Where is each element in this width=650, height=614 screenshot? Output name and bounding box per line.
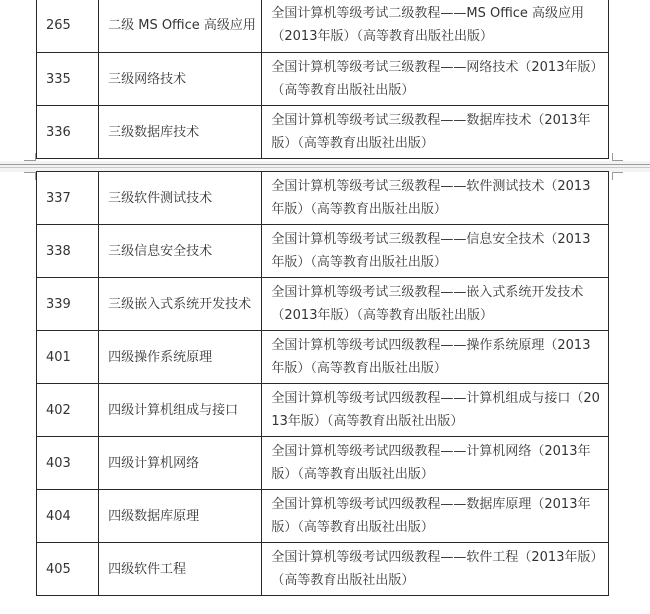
textbook-cell: 全国计算机等级考试四级教程——计算机网络（2013年版）（高等教育出版社出版） <box>262 437 609 490</box>
subject-code-cell: 336 <box>37 106 99 159</box>
subject-name-cell: 二级 MS Office 高级应用 <box>99 0 262 53</box>
subject-name-cell: 三级软件测试技术 <box>99 172 262 225</box>
table-row <box>37 490 609 543</box>
textbook-cell: 全国计算机等级考试四级教程——操作系统原理（2013年版）（高等教育出版社出版） <box>262 331 609 384</box>
table-row <box>37 106 609 159</box>
table-row <box>37 172 609 225</box>
subject-name-cell: 三级信息安全技术 <box>99 225 262 278</box>
table-row <box>37 53 609 106</box>
textbook-cell: 全国计算机等级考试三级教程——网络技术（2013年版）（高等教育出版社出版） <box>262 53 609 106</box>
subject-code-cell: 401 <box>37 331 99 384</box>
subject-code-cell: 402 <box>37 384 99 437</box>
subject-code-cell: 404 <box>37 490 99 543</box>
table-row <box>37 331 609 384</box>
subject-code-cell: 339 <box>37 278 99 331</box>
table-row <box>37 225 609 278</box>
subject-name-cell: 三级数据库技术 <box>99 106 262 159</box>
exam-subject-table-top <box>36 0 609 159</box>
textbook-cell: 全国计算机等级考试三级教程——软件测试技术（2013年版）（高等教育出版社出版） <box>262 172 609 225</box>
textbook-cell: 全国计算机等级考试三级教程——数据库技术（2013年版）（高等教育出版社出版） <box>262 106 609 159</box>
page-edge-line <box>0 167 650 168</box>
crop-mark <box>24 172 35 173</box>
subject-name-cell: 四级软件工程 <box>99 543 262 596</box>
textbook-cell: 全国计算机等级考试四级教程——软件工程（2013年版）（高等教育出版社出版） <box>262 543 609 596</box>
crop-mark <box>612 172 613 180</box>
table-row <box>37 384 609 437</box>
subject-code-cell: 337 <box>37 172 99 225</box>
subject-code-cell: 335 <box>37 53 99 106</box>
crop-mark <box>612 172 623 173</box>
subject-code-cell: 403 <box>37 437 99 490</box>
subject-code-cell: 405 <box>37 543 99 596</box>
crop-mark <box>612 160 623 161</box>
page-edge-line <box>0 164 650 165</box>
subject-name-cell: 四级操作系统原理 <box>99 331 262 384</box>
textbook-cell: 全国计算机等级考试四级教程——计算机组成与接口（2013年版）（高等教育出版社出版） <box>262 384 609 437</box>
textbook-cell: 全国计算机等级考试二级教程——MS Office 高级应用（2013年版）（高等教育出版社出版） <box>262 0 609 53</box>
subject-code-cell: 265 <box>37 0 99 53</box>
table-row <box>37 437 609 490</box>
subject-name-cell: 三级网络技术 <box>99 53 262 106</box>
subject-name-cell: 三级嵌入式系统开发技术 <box>99 278 262 331</box>
crop-mark <box>24 160 35 161</box>
subject-name-cell: 四级计算机网络 <box>99 437 262 490</box>
table-row <box>37 0 609 53</box>
crop-mark <box>35 153 36 161</box>
table-body <box>37 0 609 159</box>
crop-mark <box>612 153 613 161</box>
table-row <box>37 543 609 596</box>
subject-name-cell: 四级数据库原理 <box>99 490 262 543</box>
textbook-cell: 全国计算机等级考试三级教程——信息安全技术（2013年版）（高等教育出版社出版） <box>262 225 609 278</box>
textbook-cell: 全国计算机等级考试四级教程——数据库原理（2013年版）（高等教育出版社出版） <box>262 490 609 543</box>
table-body <box>37 172 609 596</box>
table-row <box>37 278 609 331</box>
subject-code-cell: 338 <box>37 225 99 278</box>
textbook-cell: 全国计算机等级考试三级教程——嵌入式系统开发技术（2013年版）（高等教育出版社出版） <box>262 278 609 331</box>
subject-name-cell: 四级计算机组成与接口 <box>99 384 262 437</box>
exam-subject-table-bottom <box>36 171 609 596</box>
